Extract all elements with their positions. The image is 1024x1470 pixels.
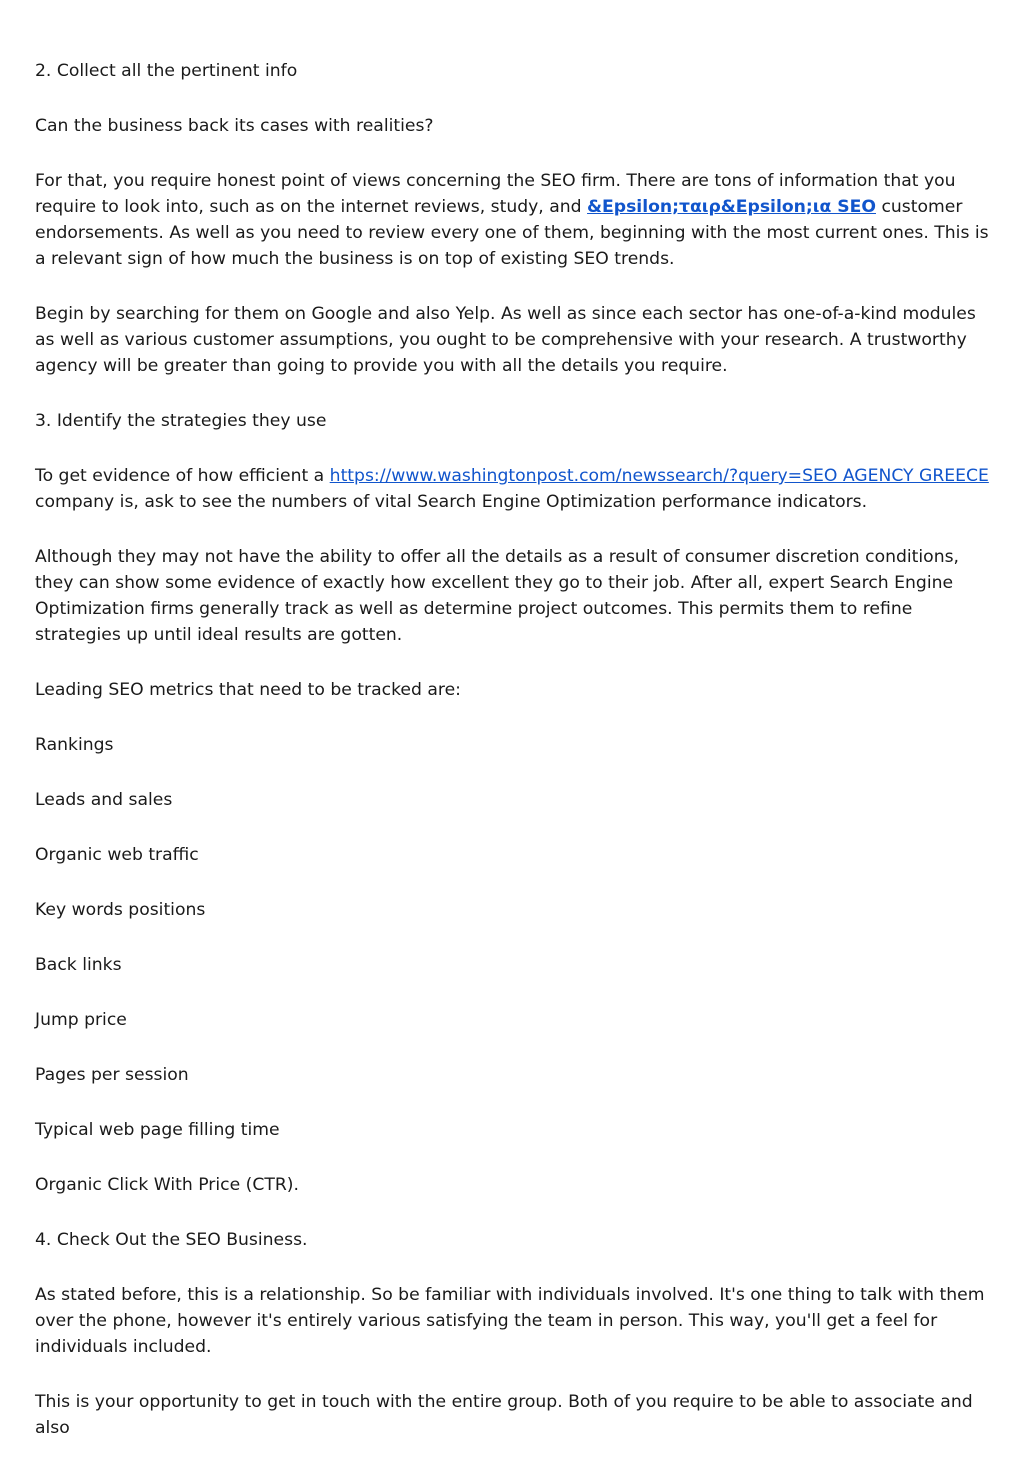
paragraph-text: To get evidence of how efficient a — [35, 466, 330, 486]
metric-item: Key words positions — [35, 900, 206, 920]
paragraph-text: company is, ask to see the numbers of vital Search Engine Optimization performance indicators. — [35, 492, 868, 512]
metric-item: Back links — [35, 955, 122, 975]
paragraph-heading-step-2: 2. Collect all the pertinent info — [35, 61, 298, 81]
metric-item: Organic Click With Price (CTR). — [35, 1175, 299, 1195]
paragraph — [35, 168, 995, 272]
metric-item: Jump price — [35, 1010, 127, 1030]
paragraph-text: For that, you require honest point of views concerning the SEO firm. There are tons of information that you require to look into, such as on the internet reviews, study, and — [35, 171, 956, 217]
paragraph: As stated before, this is a relationship. So be familiar with individuals involved. It's one thing to talk with them over the phone, however it's entirely various satisfying the team in person. This way, you'll get a feel for individuals included. — [35, 1285, 985, 1357]
paragraph-heading-step-4: 4. Check Out the SEO Business. — [35, 1230, 308, 1250]
washingtonpost-search-link[interactable]: https://www.washingtonpost.com/newssearch/?query=SEO AGENCY GREECE — [329, 466, 989, 486]
paragraph: Begin by searching for them on Google and also Yelp. As well as since each sector has one-of-a-kind modules as well as various customer assumptions, you ought to be comprehensive with your research. A trustworthy agency will be greater than going to provide you with all the details you require. — [35, 304, 976, 376]
metric-item: Leads and sales — [35, 790, 173, 810]
paragraph: Although they may not have the ability to offer all the details as a result of consumer discretion conditions, they can show some evidence of exactly how excellent they go to their job. After all, expert Search Engine Optimization firms generally track as well as determine project outcomes. This permits them to refine strategies up until ideal results are gotten. — [35, 547, 960, 645]
paragraph-heading-step-3: 3. Identify the strategies they use — [35, 411, 327, 431]
document-body — [35, 58, 995, 1470]
metric-item: Rankings — [35, 735, 114, 755]
paragraph-text: customer endorsements. As well as you need to review every one of them, beginning with the most current ones. This is a relevant sign of how much the business is on top of existing SEO trends. — [35, 197, 989, 269]
paragraph: This is your opportunity to get in touch with the entire group. Both of you require to be able to associate and also — [35, 1392, 973, 1438]
metric-item: Pages per session — [35, 1065, 189, 1085]
metric-item: Organic web traffic — [35, 845, 199, 865]
paragraph: Leading SEO metrics that need to be tracked are: — [35, 680, 461, 700]
metric-item: Typical web page filling time — [35, 1120, 280, 1140]
paragraph: Can the business back its cases with realities? — [35, 116, 434, 136]
paragraph — [35, 463, 995, 515]
seo-agency-link[interactable]: &Epsilon;ταιρ&Epsilon;ια SEO — [587, 197, 876, 217]
